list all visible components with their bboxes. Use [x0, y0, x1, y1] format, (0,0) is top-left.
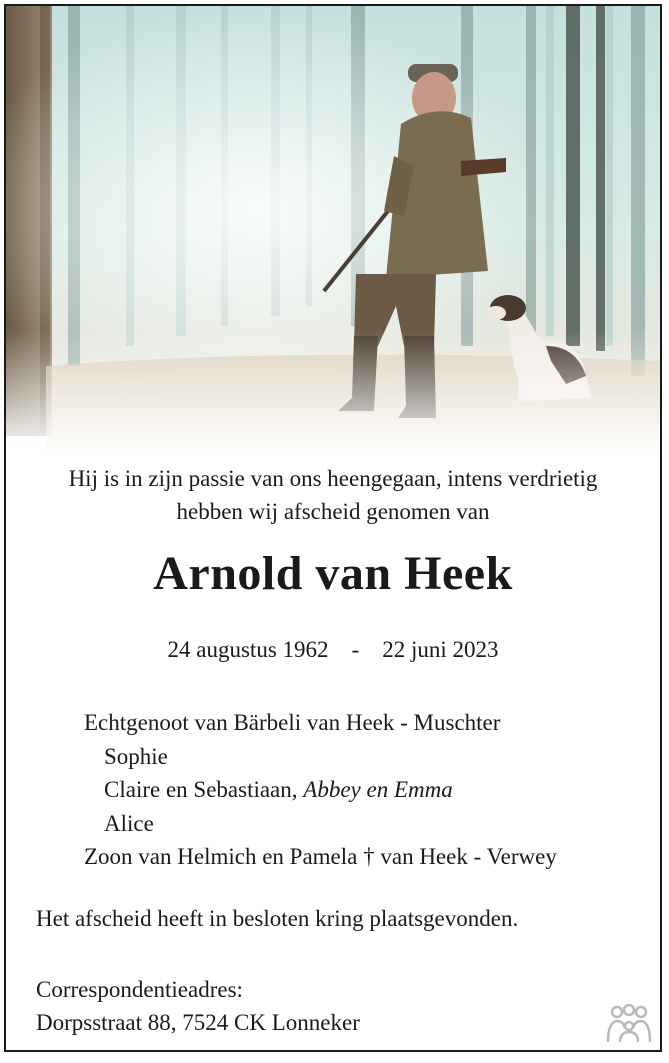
- date-separator: -: [351, 637, 360, 662]
- intro-line-2: hebben wij afscheid genomen van: [176, 499, 490, 524]
- farewell-note: Het afscheid heeft in besloten kring plaatsgevonden.: [36, 906, 519, 931]
- obituary-card: [4, 4, 662, 1052]
- intro-line-1: Hij is in zijn passie van ons heengegaan, intens verdrietig: [68, 466, 598, 491]
- family-people-icon: [604, 1004, 654, 1044]
- life-dates: [6, 637, 660, 663]
- death-date: 22 juni 2023: [382, 637, 499, 662]
- child-2-names: Claire en Sebastiaan,: [104, 777, 298, 802]
- family-list: [84, 706, 557, 874]
- spouse-line: Echtgenoot van Bärbeli van Heek - Muschter: [84, 710, 501, 735]
- correspondence-block: [36, 973, 360, 1039]
- intro-text: [6, 462, 660, 528]
- correspondence-label: Correspondentieadres:: [36, 977, 243, 1002]
- child-line-3: Alice: [104, 810, 154, 836]
- child-line-1: Sophie: [104, 743, 168, 769]
- correspondence-address: Dorpsstraat 88, 7524 CK Lonneker: [36, 1010, 360, 1035]
- parents-line: Zoon van Helmich en Pamela † van Heek - Verwey: [84, 844, 557, 869]
- grandchildren-names: Abbey en Emma: [303, 777, 453, 802]
- deceased-name: Arnold van Heek: [153, 547, 513, 600]
- birth-date: 24 augustus 1962: [167, 637, 329, 662]
- child-line-2: [84, 773, 557, 807]
- hunter-with-dog-in-forest-photo: [6, 6, 660, 456]
- hunter-forest-photo: [6, 6, 660, 456]
